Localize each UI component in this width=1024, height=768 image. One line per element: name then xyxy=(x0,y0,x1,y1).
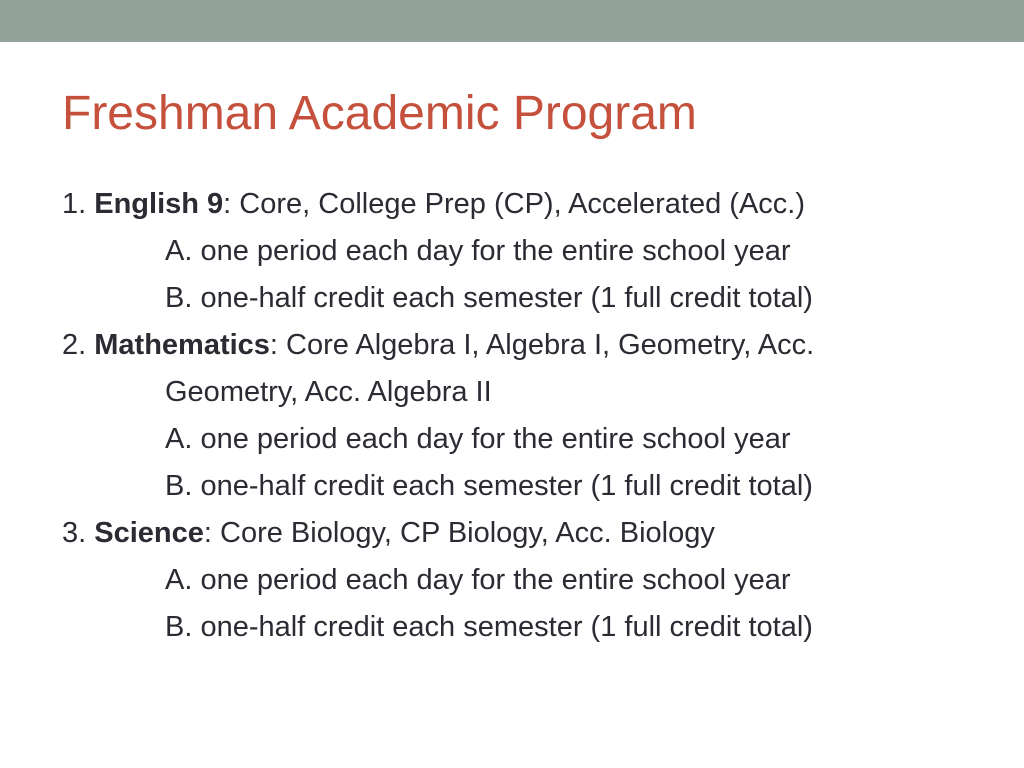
program-item-option: A. one period each day for the entire school year xyxy=(165,423,791,455)
item-detail: : Core Algebra I, Algebra I, Geometry, Acc. xyxy=(269,329,815,361)
item-number: 3. xyxy=(62,517,95,549)
program-item-option: B. one-half credit each semester (1 full credit total) xyxy=(165,282,813,314)
program-item-option: A. one period each day for the entire school year xyxy=(165,235,791,267)
program-item-option: A. one period each day for the entire school year xyxy=(165,564,791,596)
item-detail: : Core, College Prep (CP), Accelerated (Acc.) xyxy=(223,188,805,220)
program-item-mathematics xyxy=(62,322,1002,510)
program-item-science xyxy=(62,510,1002,651)
program-item-heading xyxy=(62,510,1002,557)
program-item-heading xyxy=(62,322,1002,369)
program-item-heading-continued: Geometry, Acc. Algebra II xyxy=(165,376,492,408)
slide-title: Freshman Academic Program xyxy=(62,87,697,140)
slide-top-accent-bar xyxy=(0,0,1024,42)
item-detail: : Core Biology, CP Biology, Acc. Biology xyxy=(203,517,715,549)
item-subject: Science xyxy=(94,517,204,549)
program-item-option: B. one-half credit each semester (1 full credit total) xyxy=(165,611,813,643)
item-number: 1. xyxy=(62,188,95,220)
item-subject: Mathematics xyxy=(94,329,270,361)
program-item-heading xyxy=(62,181,1002,228)
program-item-option: B. one-half credit each semester (1 full credit total) xyxy=(165,470,813,502)
item-number: 2. xyxy=(62,329,95,361)
item-subject: English 9 xyxy=(94,188,224,220)
program-list xyxy=(62,181,1002,651)
program-item-english xyxy=(62,181,1002,322)
